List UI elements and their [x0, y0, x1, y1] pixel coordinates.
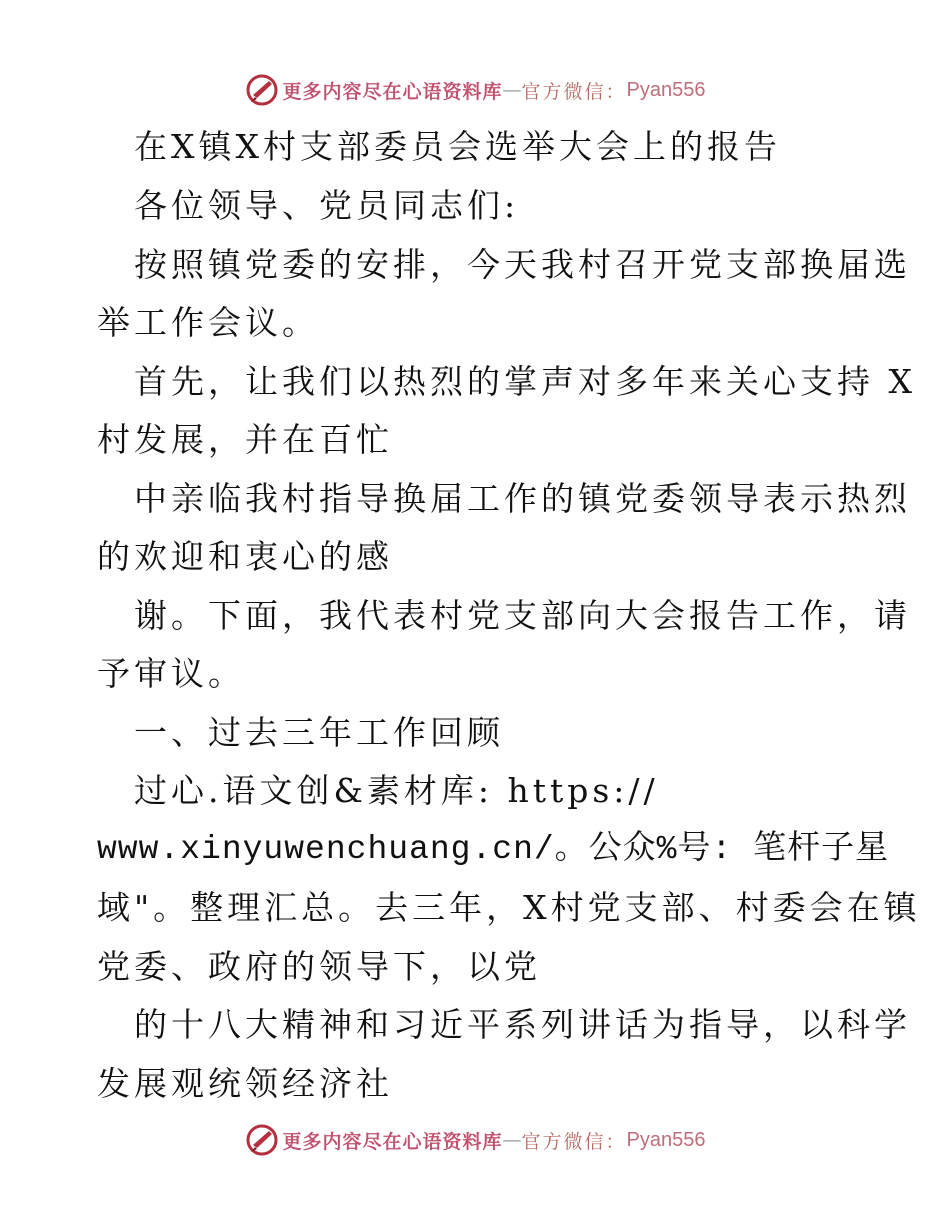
- paragraph-line: 举工作会议。: [97, 303, 319, 342]
- banner-official-label: 官方微信：: [521, 80, 627, 103]
- paragraph-line: 发展观统领经济社: [97, 1064, 393, 1103]
- paragraph-line: www.xinyuwenchuang.cn/。公众%号: 笔杆子星: [97, 831, 890, 868]
- paragraph-line: 予审议。: [97, 654, 245, 693]
- banner-official-label: 官方微信：: [521, 1130, 627, 1153]
- paragraph-line: 村发展，并在百忙: [97, 420, 393, 459]
- banner-dash: —: [502, 79, 522, 101]
- paragraph-line: 谢。下面，我代表村党支部向大会报告工作，请: [134, 596, 911, 635]
- banner-dash: —: [502, 1129, 522, 1151]
- paragraph-line: 按照镇党委的安排，今天我村召开党支部换届选: [134, 245, 911, 284]
- banner-text: 更多内容尽在心语资料库: [282, 80, 503, 103]
- document-title: 在X镇X村支部委员会选举大会上的报告: [134, 127, 781, 166]
- paragraph-line: 的十八大精神和习近平系列讲话为指导，以科学: [134, 1005, 911, 1044]
- paragraph-line: 首先，让我们以热烈的掌声对多年来关心支持 X: [134, 362, 916, 401]
- greeting: 各位领导、党员同志们:: [134, 186, 520, 225]
- banner-wechat-id: Pyan556: [626, 78, 706, 101]
- paragraph-line: 域"。整理汇总。去三年，X村党支部、村委会在镇: [97, 888, 921, 927]
- pen-logo-icon: [245, 1123, 279, 1157]
- banner-text: 更多内容尽在心语资料库: [282, 1130, 503, 1153]
- footer-watermark-banner: [0, 1120, 950, 1160]
- paragraph-line: 的欢迎和衷心的感: [97, 537, 393, 576]
- paragraph-line: 党委、政府的领导下，以党: [97, 947, 541, 986]
- paragraph-line: 过心.语文创&素材库: https://: [134, 771, 659, 810]
- paragraph-line: 中亲临我村指导换届工作的镇党委领导表示热烈: [134, 479, 911, 518]
- banner-wechat-id: Pyan556: [626, 1128, 706, 1151]
- section-heading: 一、过去三年工作回顾: [134, 713, 504, 752]
